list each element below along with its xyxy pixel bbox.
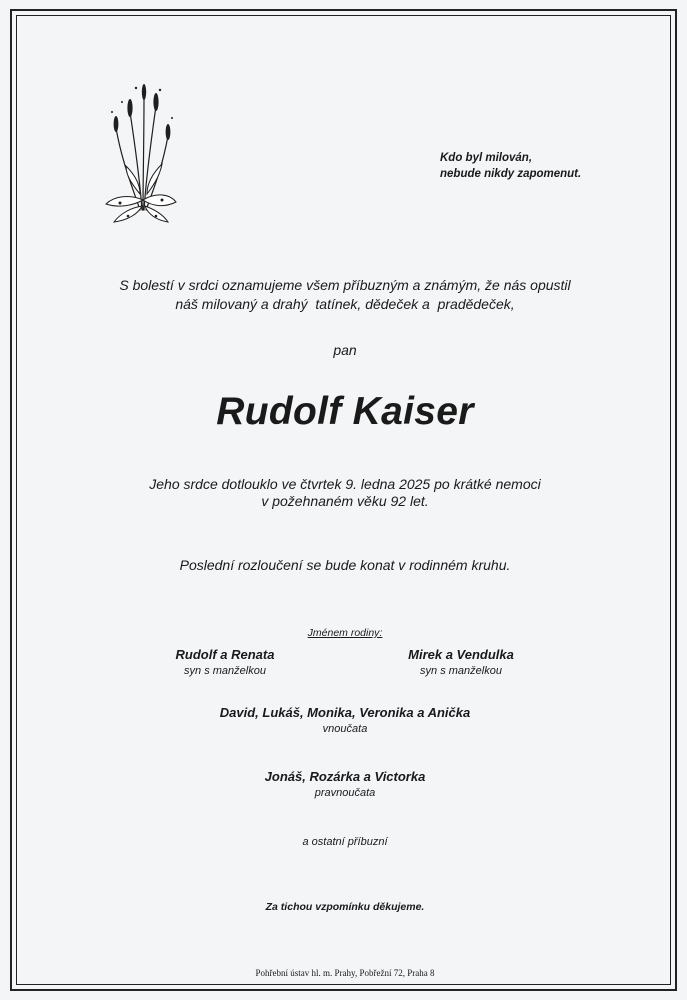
on-behalf-label	[60, 627, 630, 639]
great-grandchildren-relation: pravnoučata	[314, 787, 376, 799]
flower-illustration-icon	[100, 82, 180, 224]
family-right-relation: syn s manželkou	[420, 665, 502, 677]
family-left-relation: syn s manželkou	[184, 665, 266, 677]
family-left-names: Rudolf a Renata	[175, 647, 275, 662]
honorific: pan	[333, 342, 357, 358]
grandchildren-names: David, Lukáš, Monika, Veronika a Anička	[219, 705, 471, 720]
motto	[440, 150, 640, 182]
great-grandchildren-names: Jonáš, Rozárka a Victorka	[264, 769, 426, 784]
grandchildren-relation: vnoučata	[322, 723, 368, 735]
deceased-name: Rudolf Kaiser	[216, 390, 474, 433]
announcement-line-1: S bolestí v srdci oznamujeme všem příbuzným a známým, že nás opustil	[119, 277, 571, 293]
death-notice-line-1: Jeho srdce dotlouklo ve čtvrtek 9. ledna 2025 po krátké nemoci	[149, 476, 541, 492]
family-group-left	[120, 647, 330, 677]
family-group-right	[356, 647, 566, 677]
family-grandchildren	[60, 705, 630, 735]
thanks-note: Za tichou vzpomínku děkujeme.	[265, 901, 425, 913]
family-right-names: Mirek a Vendulka	[408, 647, 514, 662]
announcement-text	[60, 276, 630, 314]
funeral-home-footer: Pohřební ústav hl. m. Prahy, Pobřežní 72, Praha 8	[255, 968, 435, 978]
death-notice-line-2: v požehnaném věku 92 let.	[261, 493, 429, 509]
motto-line-2: nebude nikdy zapomenut.	[440, 168, 582, 180]
farewell-notice: Poslední rozloučení se bude konat v rodinném kruhu.	[179, 557, 511, 573]
on-behalf-text: Jménem rodiny:	[307, 627, 383, 639]
death-notice	[60, 476, 630, 510]
family-great-grandchildren	[60, 769, 630, 799]
motto-line-1: Kdo byl milován,	[440, 152, 533, 164]
other-relatives: a ostatní příbuzní	[302, 836, 388, 848]
announcement-line-2: náš milovaný a drahý tatínek, dědeček a pradědeček,	[175, 296, 515, 312]
